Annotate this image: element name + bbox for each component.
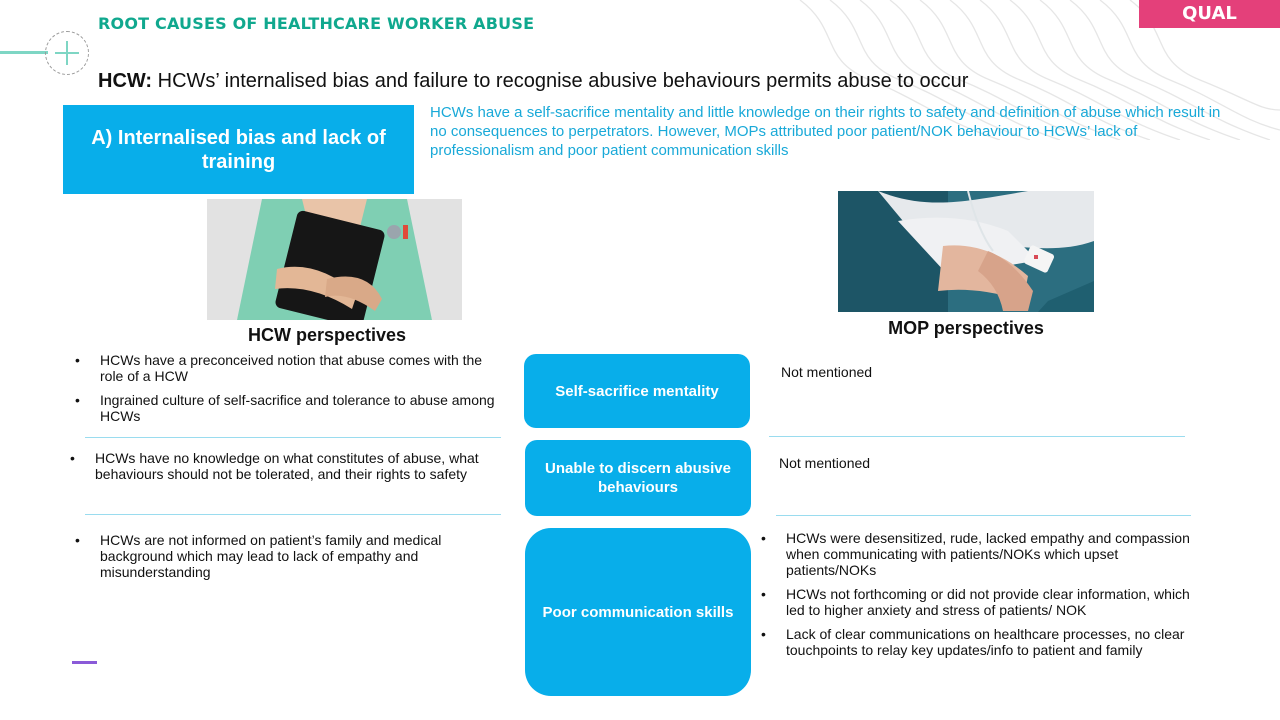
qual-badge: QUAL — [1139, 0, 1280, 28]
hcw-perspectives-title: HCW perspectives — [247, 325, 407, 345]
patient-hand-iv-photo — [838, 191, 1094, 312]
list-item: • HCWs have no knowledge on what constitutes of abuse, what behaviours should not be tolerated, and their rights to safety — [70, 450, 490, 482]
list-item: • HCWs not forthcoming or did not provide clear information, which led to higher anxiety and stress of patients/ NOK — [761, 586, 1211, 618]
headline-text: HCWs’ internalised bias and failure to recognise abusive behaviours permits abuse to occur — [152, 70, 969, 92]
mop-perspectives-title: MOP perspectives — [888, 318, 1044, 338]
purple-accent-mark — [72, 661, 97, 664]
list-item: • HCWs have a preconceived notion that abuse comes with the role of a HCW — [75, 352, 495, 384]
nurse-with-tablet-photo — [207, 199, 462, 320]
list-item: • Lack of clear communications on healthcare processes, no clear touchpoints to relay key updates/info to patient and family — [761, 626, 1211, 658]
list-item: • HCWs were desensitized, rude, lacked empathy and compassion when communicating with patients/NOKs which upset patients/NOKs — [761, 530, 1211, 578]
mop-row1-text: Not mentioned — [781, 364, 873, 380]
headline-label: HCW: — [98, 70, 153, 92]
hcw-row3-list — [75, 532, 475, 588]
hcw-row1-list — [75, 352, 495, 432]
mop-divider-2 — [776, 515, 1191, 516]
theme-unable-to-discern: Unable to discern abusive behaviours — [525, 440, 751, 516]
decorative-line — [0, 51, 48, 54]
mop-row3-list — [761, 530, 1211, 666]
section-title: ROOT CAUSES OF HEALTHCARE WORKER ABUSE — [98, 14, 535, 33]
list-item: • HCWs are not informed on patient’s family and medical background which may lead to lack of empathy and misunderstanding — [75, 532, 475, 580]
theme-poor-communication: Poor communication skills — [525, 528, 751, 696]
headline — [98, 70, 968, 93]
hcw-row2-list — [70, 450, 490, 490]
hcw-divider-2 — [85, 514, 501, 515]
mop-row2-text: Not mentioned — [779, 455, 871, 471]
mop-divider-1 — [769, 436, 1185, 437]
subtheme-box: A) Internalised bias and lack of training — [63, 105, 414, 194]
theme-self-sacrifice: Self-sacrifice mentality — [524, 354, 750, 428]
subtheme-summary: HCWs have a self-sacrifice mentality and little knowledge on their rights to safety and definition of abuse which result in no consequences to perpetrators. However, MOPs attributed poor patient/NOK behaviour to HCWs’ lack of professionalism and poor patient communication skills — [430, 104, 1221, 159]
plus-icon-vertical — [66, 41, 68, 65]
hcw-divider-1 — [85, 437, 501, 438]
list-item: • Ingrained culture of self-sacrifice and tolerance to abuse among HCWs — [75, 392, 495, 424]
